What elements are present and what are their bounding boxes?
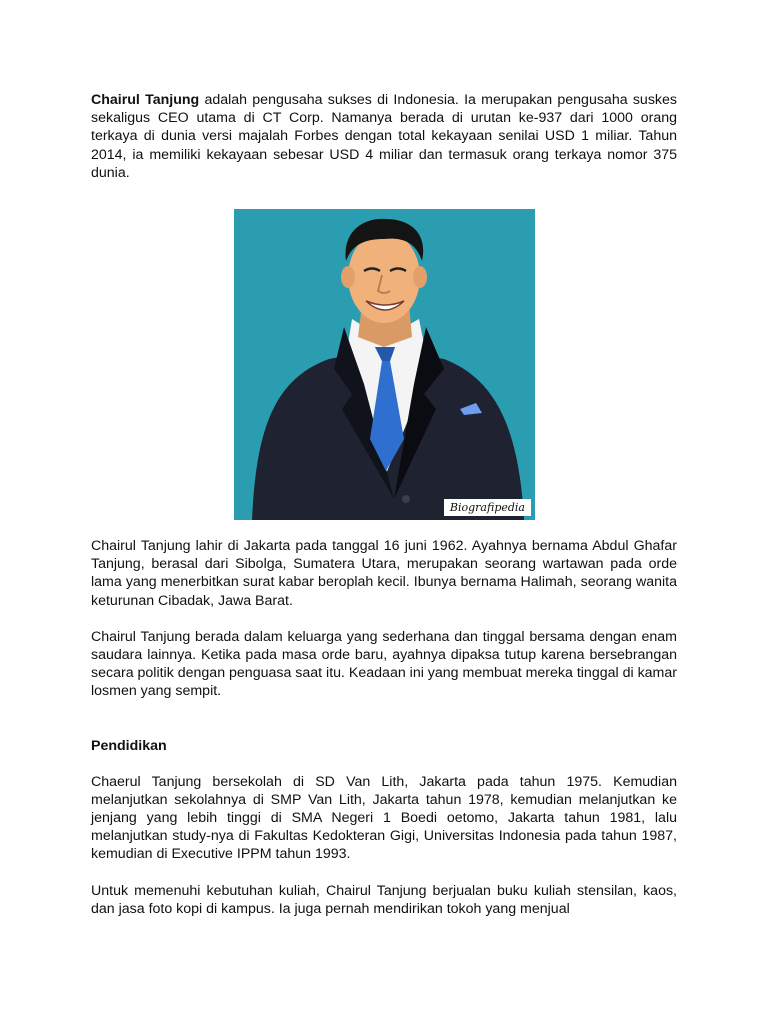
- intro-text: adalah pengusaha sukses di Indonesia. Ia merupakan pengusaha suskes sekaligus CEO utama di CT Corp. Namanya berada di urutan ke-937 dari 1000 orang terkaya di dunia versi majalah Forbes dengan total kekayaan senilai USD 1 miliar. Tahun 2014, ia memiliki kekayaan sebesar USD 4 miliar dan termasuk orang terkaya nomor 375 dunia.: [91, 92, 677, 181]
- birth-paragraph: Chairul Tanjung lahir di Jakarta pada tanggal 16 juni 1962. Ayahnya bernama Abdul Ghafar Tanjung, berasal dari Sibolga, Sumatera Utara, merupakan seorang wartawan pada orde lama yang menerbitkan surat kabar beroplah kecil. Ibunya bernama Halimah, seorang wanita keturunan Cibadak, Jawa Barat.: [91, 538, 677, 609]
- family-paragraph: Chairul Tanjung berada dalam keluarga yang sederhana dan tinggal bersama dengan enam saudara lainnya. Ketika pada masa orde baru, ayahnya dipaksa tutup karena bersebrangan secara politik dengan penguasa saat itu. Keadaan ini yang membuat mereka tinggal di kamar losmen yang sempit.: [91, 628, 677, 700]
- intro-paragraph: [91, 91, 677, 182]
- right-ear: [413, 266, 427, 288]
- work-paragraph: Untuk memenuhi kebutuhan kuliah, Chairul Tanjung berjualan buku kuliah stensilan, kaos, dan jasa foto kopi di kampus. Ia juga pernah mendirikan tokoh yang menjual: [91, 882, 677, 917]
- suit-button: [402, 495, 410, 503]
- portrait-graphic: [234, 209, 535, 520]
- education-paragraph: Chaerul Tanjung bersekolah di SD Van Lith, Jakarta pada tahun 1975. Kemudian melanjutkan sekolahnya di SMP Van Lith, Jakarta tahun 1978, kemudian melanjutkan ke jenjang yang lebih tinggi di SMA Negeri 1 Boedi oetomo, Jakarta tahun 1981, lalu melanjutkan study-nya di Fakultas Kedokteran Gigi, Universitas Indonesia pada tahun 1987, kemudian di Executive IPPM tahun 1993.: [91, 773, 677, 863]
- section-heading-education: Pendidikan: [91, 737, 167, 754]
- watermark-label: Biografipedia: [444, 499, 531, 516]
- left-ear: [341, 266, 355, 288]
- portrait-illustration: [234, 209, 535, 520]
- intro-name: Chairul Tanjung: [91, 92, 200, 108]
- document-page: [91, 91, 677, 918]
